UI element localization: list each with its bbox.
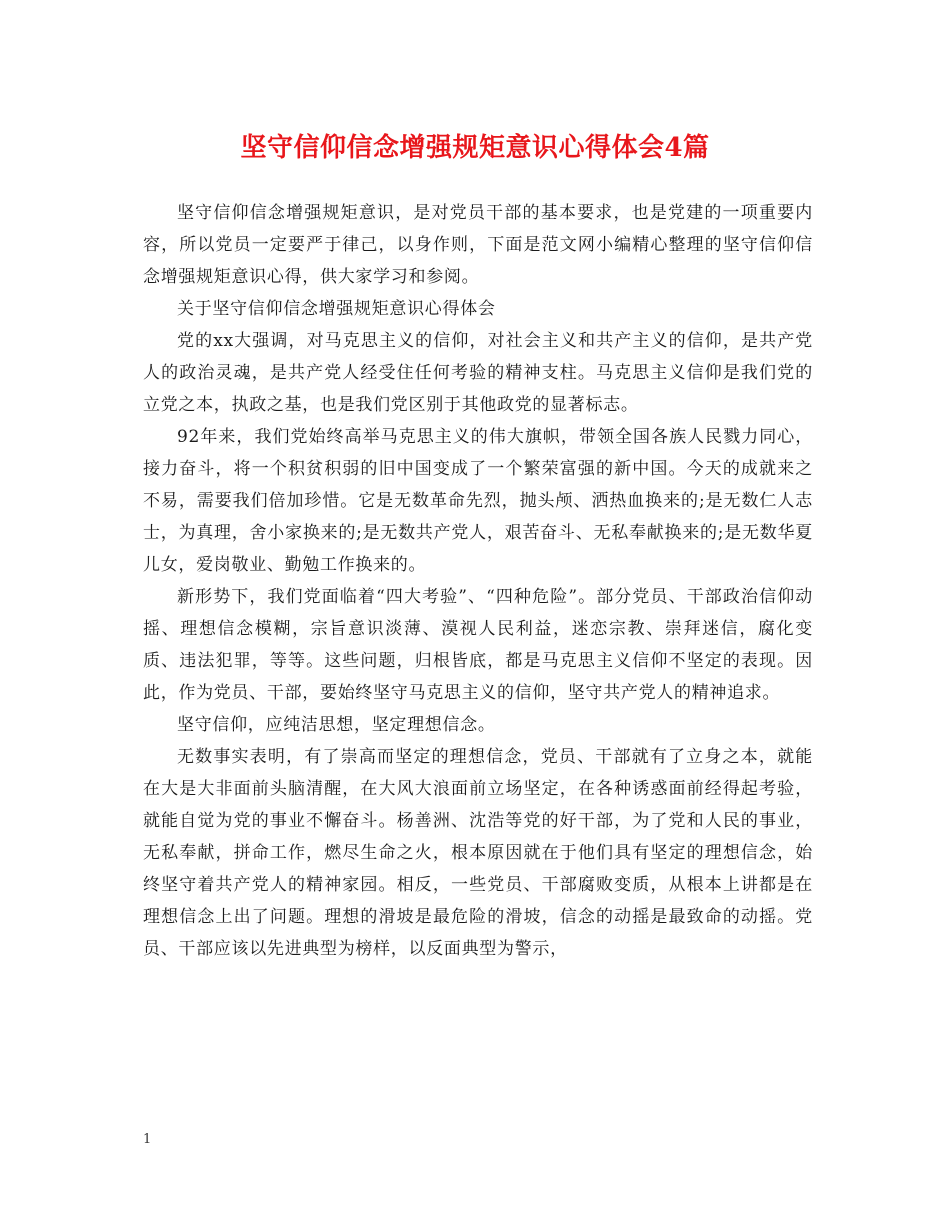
paragraph-intro: 坚守信仰信念增强规矩意识，是对党员干部的基本要求，也是党建的一项重要内容，所以党员一定要严于律己，以身作则，下面是范文网小编精心整理的坚守信仰信念增强规矩意识心得，供大家学习和参阅。 <box>143 203 813 287</box>
paragraph-body: 无数事实表明，有了崇高而坚定的理想信念，党员、干部就有了立身之本，就能在大是大非面前头脑清醒，在大风大浪面前立场坚定，在各种诱惑面前经得起考验，就能自觉为党的事业不懈奋斗。杨善洲、沈浩等党的好干部，为了党和人民的事业，无私奉献，拼命工作，燃尽生命之火，根本原因就在于他们具有坚定的理想信念，始终坚守着共产党人的精神家园。相反，一些党员、干部腐败变质，从根本上讲都是在理想信念上出了问题。理想的滑坡是最危险的滑坡，信念的动摇是最致命的动摇。党员、干部应该以先进典型为榜样，以反面典型为警示， <box>143 747 813 959</box>
page-number: 1 <box>143 1132 152 1147</box>
paragraph-body: 党的xx大强调，对马克思主义的信仰，对社会主义和共产主义的信仰，是共产党人的政治灵魂，是共产党人经受住任何考验的精神支柱。马克思主义信仰是我们党的立党之本，执政之基，也是我们党区别于其他政党的显著标志。 <box>143 331 813 415</box>
document-title: 坚守信仰信念增强规矩意识心得体会4篇 <box>240 133 710 163</box>
document-body <box>143 197 813 965</box>
paragraph-subheading: 坚守信仰，应纯洁思想，坚定理想信念。 <box>177 715 496 735</box>
paragraph-subheading: 关于坚守信仰信念增强规矩意识心得体会 <box>177 299 496 319</box>
paragraph-body: 92年来，我们党始终高举马克思主义的伟大旗帜，带领全国各族人民戮力同心，接力奋斗，将一个积贫积弱的旧中国变成了一个繁荣富强的新中国。今天的成就来之不易，需要我们倍加珍惜。它是无数革命先烈，抛头颅、洒热血换来的;是无数仁人志士，为真理，舍小家换来的;是无数共产党人，艰苦奋斗、无私奉献换来的;是无数华夏儿女，爱岗敬业、勤勉工作换来的。 <box>143 427 813 575</box>
paragraph-body: 新形势下，我们党面临着“四大考验”、“四种危险”。部分党员、干部政治信仰动摇、理想信念模糊，宗旨意识淡薄、漠视人民利益，迷恋宗教、崇拜迷信，腐化变质、违法犯罪，等等。这些问题，归根皆底，都是马克思主义信仰不坚定的表现。因此，作为党员、干部，要始终坚守马克思主义的信仰，坚守共产党人的精神追求。 <box>143 587 813 703</box>
